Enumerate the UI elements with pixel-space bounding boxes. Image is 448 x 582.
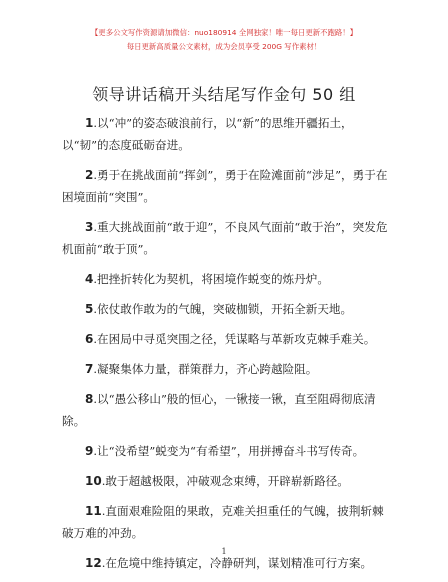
item-text: .把挫折转化为契机，将困境作蜕变的炼丹炉。: [93, 272, 329, 286]
item-number: 3: [85, 220, 94, 234]
list-item: [62, 328, 390, 350]
list-item: [62, 500, 390, 544]
item-text: .依仗敢作敢为的气魄，突破枷锁，开拓全新天地。: [93, 302, 353, 316]
sentence-list: [62, 112, 390, 582]
list-item: [62, 112, 390, 156]
item-text: .勇于在挑战面前“挥剑”，勇于在险滩面前“涉足”，勇于在困境面前“突围”。: [62, 168, 388, 204]
item-text: .敢于超越极限，冲破观念束缚，开辟崭新路径。: [101, 474, 349, 488]
page-number: 1: [221, 547, 227, 556]
list-item: [62, 388, 390, 432]
item-text: .在危境中维持镇定，冷静研判，谋划精准可行方案。: [101, 556, 373, 570]
promo-banner-line-2: 每日更新高质量公文素材，成为会员享受 200G 写作素材！: [126, 42, 322, 51]
list-item: [62, 216, 390, 260]
item-number: 8: [85, 392, 94, 406]
list-item: [62, 440, 390, 462]
item-number: 4: [85, 272, 94, 286]
list-item: [62, 470, 390, 492]
list-item: [62, 298, 390, 320]
item-text: .重大挑战面前“敢于迎”，不良风气面前“敢于治”，突发危机面前“敢于顶”。: [62, 220, 388, 256]
item-number: 7: [85, 362, 94, 376]
item-text: .以“愚公移山”般的恒心，一锹接一锹，直至阻碍彻底清除。: [62, 392, 376, 428]
item-number: 6: [85, 332, 94, 346]
item-number: 5: [85, 302, 94, 316]
item-text: .以“冲”的姿态破浪前行，以“新”的思维开疆拓土，以“韧”的态度砥砺奋进。: [62, 116, 353, 152]
item-number: 11: [85, 504, 102, 518]
item-number: 1: [85, 116, 94, 130]
promo-banner-line-1: 【更多公文写作资源请加微信：nuo180914 全网独家！唯一每日更新不跑路！】: [90, 28, 358, 37]
document-title: 领导讲话稿开头结尾写作金句 50 组: [92, 85, 356, 104]
item-text: .凝聚集体力量，群策群力，齐心跨越险阻。: [93, 362, 318, 376]
item-text: .在困局中寻觅突围之径，凭谋略与革新攻克棘手难关。: [93, 332, 376, 346]
item-text: .让“没希望”蜕变为“有希望”，用拼搏奋斗书写传奇。: [93, 444, 365, 458]
item-number: 2: [85, 168, 94, 182]
list-item: [62, 358, 390, 380]
item-number: 12: [85, 556, 102, 570]
promo-banner: [0, 26, 448, 54]
list-item: [62, 164, 390, 208]
list-item: [62, 268, 390, 290]
item-number: 9: [85, 444, 94, 458]
item-text: .直面艰难险阻的果敢，克难关担重任的气魄，披荆斩棘破万难的冲劲。: [62, 504, 384, 540]
item-number: 10: [85, 474, 102, 488]
